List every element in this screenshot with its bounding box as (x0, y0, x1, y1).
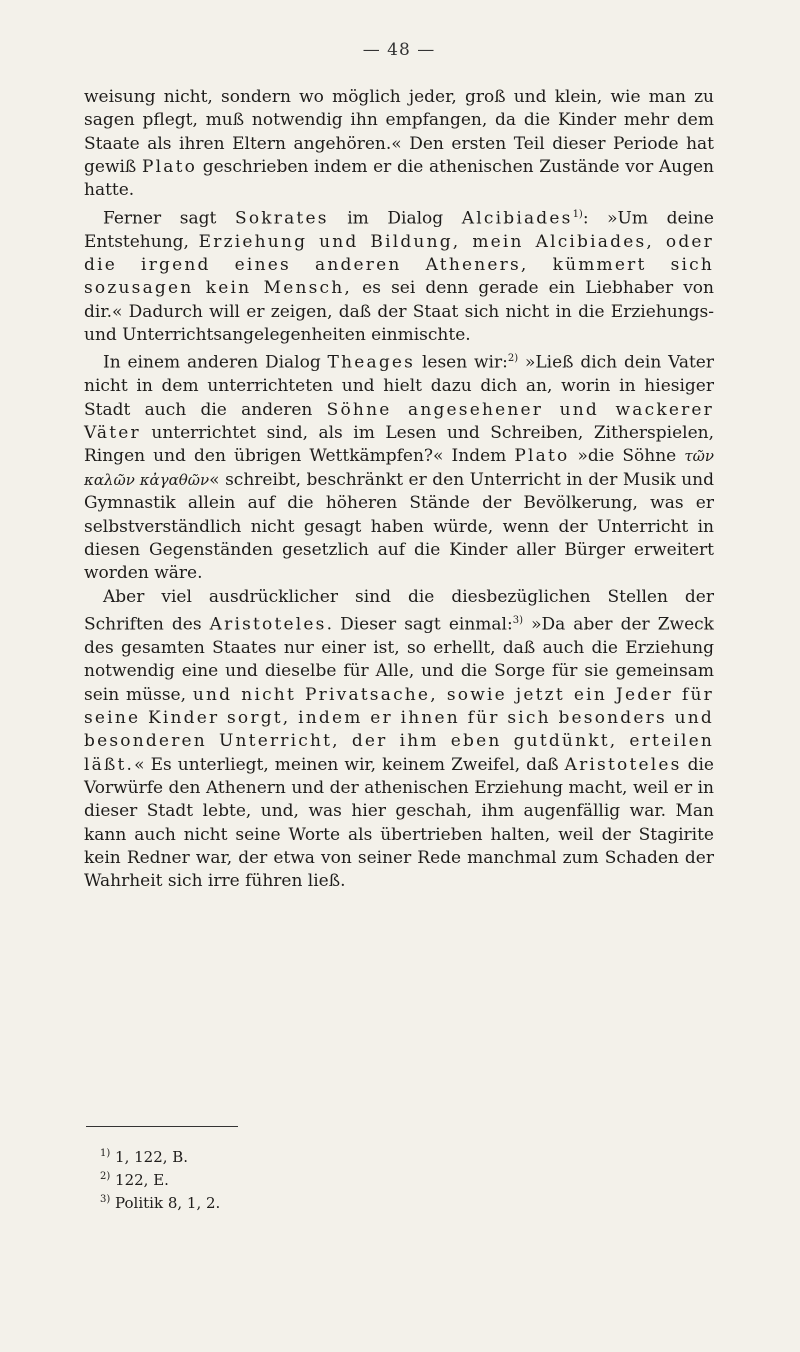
name-plato-2: Plato (514, 446, 570, 467)
paragraph-3: In einem anderen Dialog Theages lesen wir:$^{2)}$ »Ließ dich dein Vater nicht in dem unterrichteten und hielt dazu dich an, worin in hiesiger Stadt auch die anderen Söhne angesehener und wackerer Väter unterrichtet sind, als im Lesen und Schreiben, Zitherspielen, Ringen und den übrigen Wettkämpfen?« Indem Plato »die Söhne τῶν καλῶν κἀγαθῶν« schreibt, beschränkt er den Unterricht in der Musik und Gymnastik allein auf die höheren Stände der Bevölkerung, was er selbstverständlich nicht gesagt haben würde, wenn der Unterricht in diesen Gegenständen gesetzlich auf die Kinder aller Bürger erweitert worden wäre. (84, 353, 715, 584)
footnote-ref-1: 1) (572, 208, 583, 220)
emphasis-quote: und nicht Privatsache, sowie jetzt ein Jeder für seine Kinder sorgt, indem er ihnen für sich besonders und besonderen Unterricht, der ihm eben gutdünkt, erteilen läßt. (84, 684, 714, 775)
paragraph-4: Aber viel ausdrücklicher sind die diesbezüglichen Stellen der Schriften des Aristoteles. Dieser sagt einmal:$^{3)}$ »Da aber der Zweck des gesamten Staates nur einer ist, so erhellt, daß auch die Erziehung notwendig eine und dieselbe für Alle, und die Sorge für sie gemeinsam sein müsse, und nicht Privatsache, sowie jetzt ein Jeder für seine Kinder sorgt, indem er ihnen für sich besonders und besonderen Unterricht, der ihm eben gutdünkt, erteilen läßt.« Es unterliegt, meinen wir, keinem Zweifel, daß Aristoteles die Vorwürfe den Athenern und der athenischen Erziehung macht, weil er in dieser Stadt lebte, und, was hier geschah, ihm augenfällig war. Man kann auch nicht seine Worte als übertrieben halten, weil der Stagirite kein Redner war, der etwa von seiner Rede manchmal zum Schaden der Wahrheit sich irre führen ließ. (84, 586, 714, 892)
footnote: $^{1)}$ 1, 122, B. (100, 1148, 189, 1166)
footnote-ref-3: 3) (512, 614, 523, 626)
footnote: $^{2)}$ 122, E. (100, 1171, 169, 1189)
name-sokrates: Sokrates (234, 208, 329, 229)
name-aristoteles: Aristoteles (209, 614, 327, 635)
book-page (84, 0, 714, 1352)
emphasis-erziehung: Erziehung und Bildung, mein Alcibiades, oder die irgend eines anderen Atheners, kümmert sich sozusagen kein Mensch, (84, 231, 714, 299)
name-alcibiades: Alcibiades (461, 208, 573, 229)
footnote: $^{3)}$ Politik 8, 1, 2. (100, 1194, 221, 1212)
paragraph-2: Ferner sagt Sokrates im Dialog Alcibiades$^{1)}$: »Um deine Entstehung, Erziehung und Bildung, mein Alcibiades, oder die irgend eines anderen Atheners, kümmert sich sozusagen kein Mensch, es sei denn gerade ein Liebhaber von dir.« Dadurch will er zeigen, daß der Staat sich nicht in die Erziehungs- und Unterrichtsangelegenheiten einmischte. (84, 208, 714, 346)
name-aristoteles-2: Aristoteles (564, 754, 682, 775)
body-text (84, 86, 714, 894)
greek-phrase: τῶν καλῶν κἀγαθῶν (84, 447, 714, 489)
paragraph-1: weisung nicht, sondern wo möglich jeder, groß und klein, wie man zu sagen pflegt, muß notwendig ihn empfangen, da die Kinder mehr dem Staate als ihren Eltern angehören.« Den ersten Teil dieser Periode hat gewiß Plato geschrieben indem er die athenischen Zustände vor Augen hatte. (84, 87, 714, 201)
name-theages: Theages (327, 353, 416, 374)
emphasis-soehne: Söhne angesehener und wackerer Väter (84, 399, 715, 444)
page-number: — 48 — (362, 40, 436, 60)
name-plato: Plato (141, 157, 198, 178)
footnotes (100, 1144, 220, 1213)
footnote-ref-2: 2) (507, 353, 519, 365)
footnote-divider (86, 1126, 238, 1127)
